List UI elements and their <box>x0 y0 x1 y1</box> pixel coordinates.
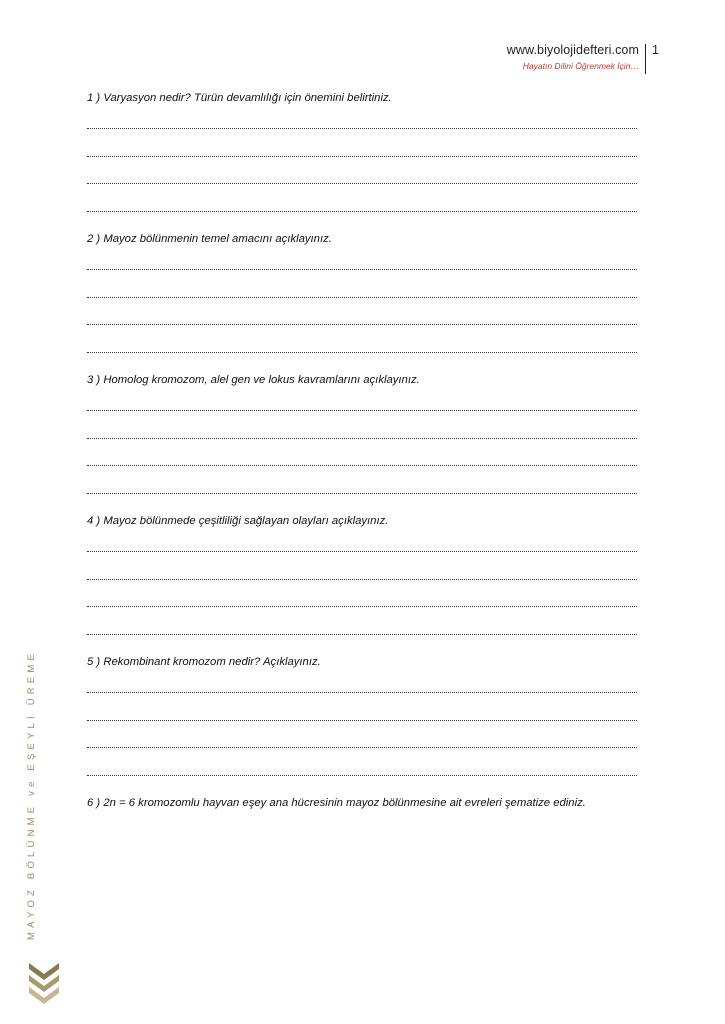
answer-line[interactable] <box>87 128 637 129</box>
answer-line[interactable] <box>87 211 637 212</box>
answer-line[interactable] <box>87 324 637 325</box>
answer-line[interactable] <box>87 269 637 270</box>
answer-line[interactable] <box>87 297 637 298</box>
answer-line[interactable] <box>87 410 637 411</box>
answer-line[interactable] <box>87 156 637 157</box>
answer-line[interactable] <box>87 606 637 607</box>
answer-line[interactable] <box>87 183 637 184</box>
site-tagline: Hayatın Dilini Öğrenmek İçin… <box>522 61 639 71</box>
answer-line[interactable] <box>87 747 637 748</box>
answer-line[interactable] <box>87 720 637 721</box>
answer-line[interactable] <box>87 775 637 776</box>
chevron-down-icon <box>27 961 61 1016</box>
side-section-title: MAYOZ BÖLÜNME ve EŞEYLİ ÜREME <box>26 649 37 940</box>
answer-line[interactable] <box>87 692 637 693</box>
question-3: 3 ) Homolog kromozom, alel gen ve lokus kavramlarını açıklayınız. <box>87 374 420 386</box>
question-2: 2 ) Mayoz bölünmenin temel amacını açıklayınız. <box>87 233 332 245</box>
page-number: 1 <box>652 43 659 57</box>
page-header <box>507 43 639 71</box>
question-1: 1 ) Varyasyon nedir? Türün devamlılığı için önemini belirtiniz. <box>87 92 392 104</box>
header-divider <box>645 44 646 74</box>
question-4: 4 ) Mayoz bölünmede çeşitliliği sağlayan olayları açıklayınız. <box>87 515 389 527</box>
answer-line[interactable] <box>87 352 637 353</box>
answer-line[interactable] <box>87 438 637 439</box>
answer-line[interactable] <box>87 493 637 494</box>
answer-line[interactable] <box>87 579 637 580</box>
answer-line[interactable] <box>87 634 637 635</box>
answer-line[interactable] <box>87 551 637 552</box>
site-url: www.biyolojidefteri.com <box>506 43 639 57</box>
question-5: 5 ) Rekombinant kromozom nedir? Açıklayınız. <box>87 656 321 668</box>
answer-line[interactable] <box>87 465 637 466</box>
question-6: 6 ) 2n = 6 kromozomlu hayvan eşey ana hücresinin mayoz bölünmesine ait evreleri şematize ediniz. <box>87 797 586 809</box>
